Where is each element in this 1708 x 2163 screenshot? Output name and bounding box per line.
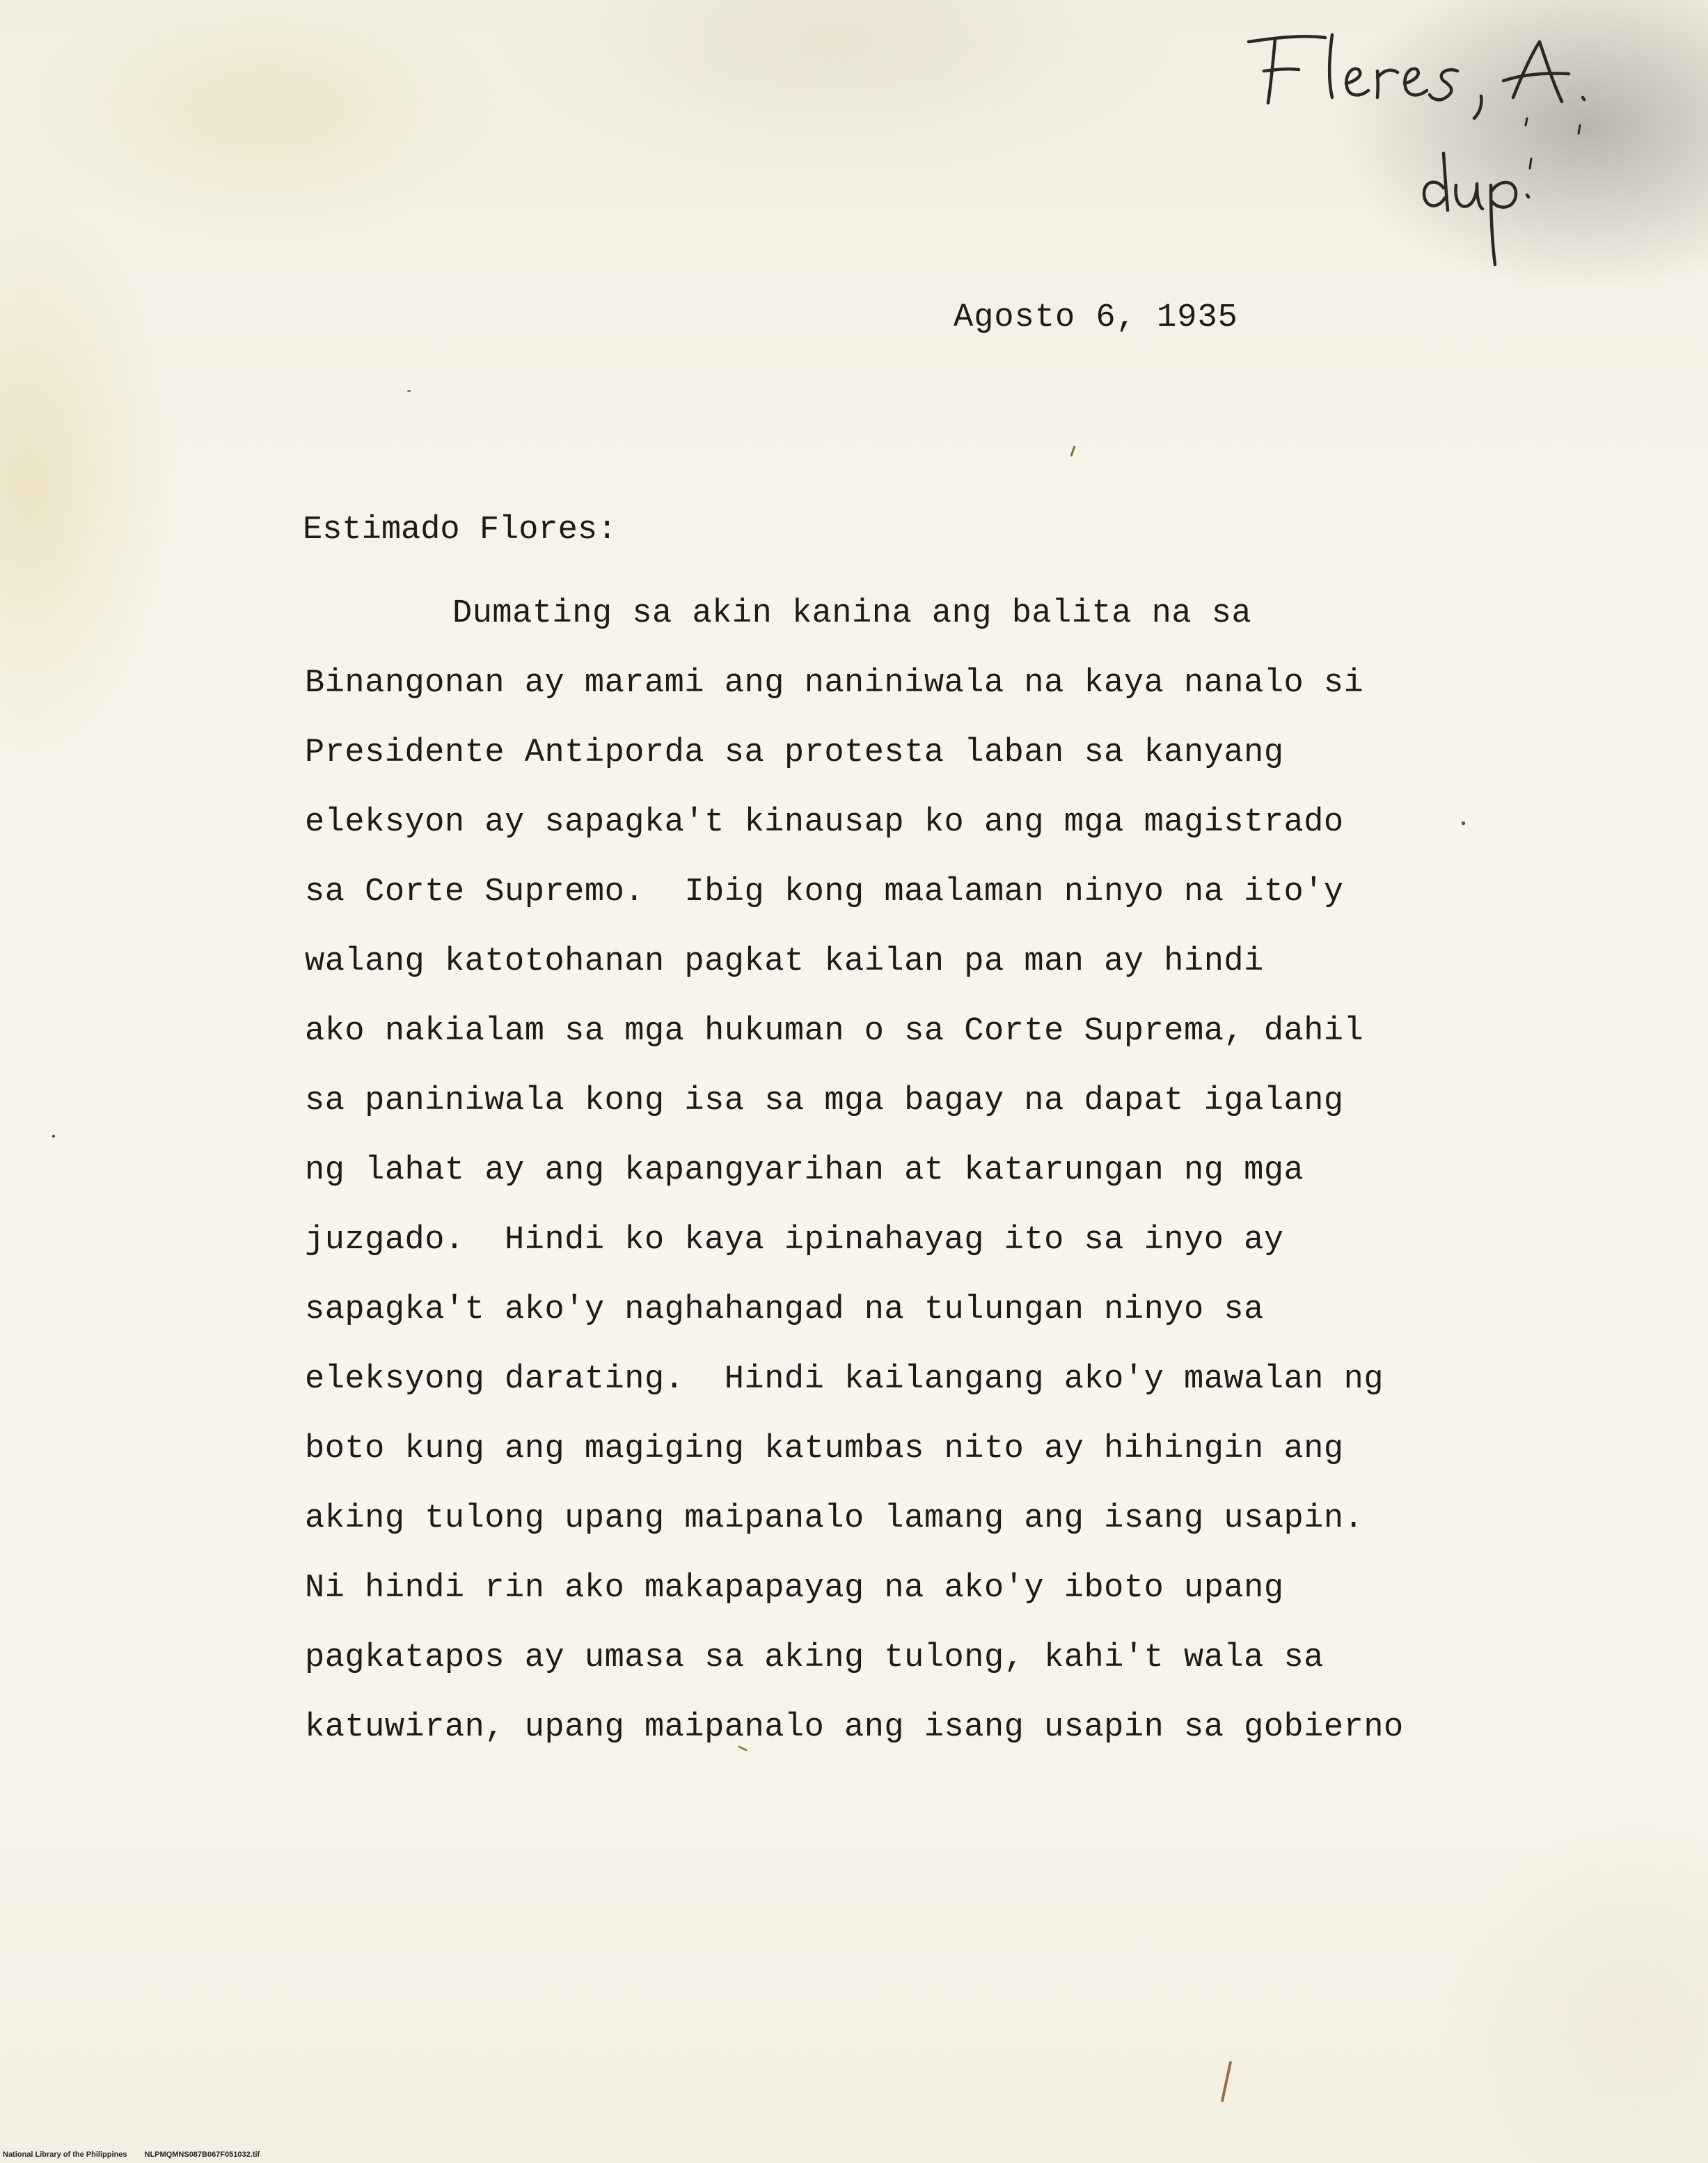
body-line: ng lahat ay ang kapangyarihan at katarungan ng mga <box>305 1152 1304 1189</box>
paper-speck <box>1221 2061 1232 2102</box>
footer-file-id: NLPMQMNS087B067F051032.tif <box>144 2150 260 2159</box>
paper-speck <box>52 1135 55 1138</box>
body-line: sa paniniwala kong isa sa mga bagay na dapat igalang <box>305 1083 1344 1119</box>
scan-footer <box>3 2150 275 2159</box>
body-line: sapagka't ako'y naghahangad na tulungan ninyo sa <box>305 1291 1264 1328</box>
handwritten-annotation <box>1235 14 1666 306</box>
letter-body <box>305 579 1558 1763</box>
body-line: Binangonan ay marami ang naniniwala na kaya nanalo si <box>305 665 1364 702</box>
body-line: eleksyong darating. Hindi kailangang ako'y mawalan ng <box>305 1361 1384 1398</box>
body-line: sa Corte Supremo. Ibig kong maalaman ninyo na ito'y <box>305 874 1344 911</box>
paper-speck <box>407 390 411 392</box>
letter-salutation: Estimado Flores: <box>303 512 617 549</box>
letter-date: Agosto 6, 1935 <box>954 299 1238 336</box>
body-line: katuwiran, upang maipanalo ang isang usapin sa gobierno <box>305 1709 1404 1746</box>
body-line: pagkatapos ay umasa sa aking tulong, kahi't wala sa <box>305 1639 1324 1676</box>
paper-speck <box>1070 446 1075 457</box>
body-line: eleksyon ay sapagka't kinausap ko ang mga magistrado <box>305 804 1344 841</box>
paper-speck <box>1462 821 1465 825</box>
footer-institution: National Library of the Philippines <box>3 2150 127 2159</box>
body-line: aking tulong upang maipanalo lamang ang isang usapin. <box>305 1500 1364 1537</box>
body-line: Ni hindi rin ako makapapayag na ako'y iboto upang <box>305 1570 1284 1607</box>
body-line: Presidente Antiporda sa protesta laban sa kanyang <box>305 734 1284 771</box>
body-line: boto kung ang magiging katumbas nito ay hihingin ang <box>305 1431 1344 1468</box>
body-line: juzgado. Hindi ko kaya ipinahayag ito sa inyo ay <box>305 1222 1284 1259</box>
body-line: Dumating sa akin kanina ang balita na sa <box>452 595 1252 632</box>
body-line: ako nakialam sa mga hukuman o sa Corte Suprema, dahil <box>305 1013 1364 1050</box>
body-line: walang katotohanan pagkat kailan pa man ay hindi <box>305 943 1264 980</box>
